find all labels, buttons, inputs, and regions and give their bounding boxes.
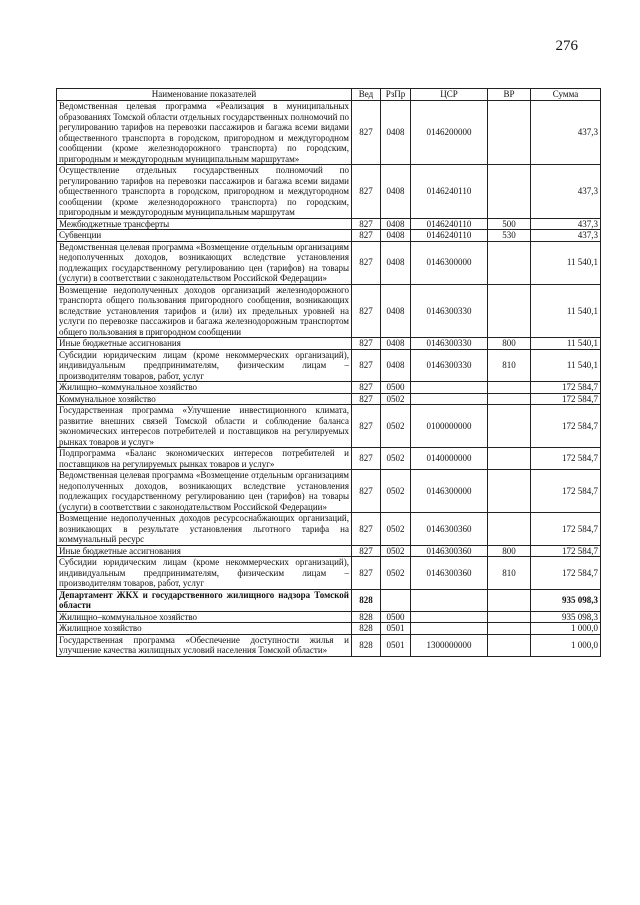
cell-name: Жилищное хозяйство — [57, 623, 352, 635]
cell-vr: 810 — [488, 349, 531, 382]
cell-sum: 935 098,3 — [531, 589, 601, 611]
cell-ved: 827 — [352, 284, 381, 338]
cell-csr: 0146300000 — [411, 241, 488, 284]
table-row — [57, 557, 601, 590]
cell-rzpr: 0502 — [381, 470, 411, 513]
cell-ved: 828 — [352, 611, 381, 623]
cell-sum: 11 540,1 — [531, 284, 601, 338]
cell-ved: 828 — [352, 634, 381, 656]
table-row — [57, 338, 601, 350]
header-csr: ЦСР — [411, 89, 488, 101]
cell-ved: 827 — [352, 393, 381, 405]
cell-vr — [488, 165, 531, 219]
cell-vr — [488, 393, 531, 405]
table-row — [57, 405, 601, 448]
table-row — [57, 241, 601, 284]
cell-sum: 172 584,7 — [531, 448, 601, 470]
cell-vr — [488, 101, 531, 165]
table-row — [57, 393, 601, 405]
cell-name: Подпрограмма «Баланс экономических интересов потребителей и поставщиков на регулируемых рынках товаров и услуг» — [57, 448, 352, 470]
table-row — [57, 545, 601, 557]
cell-csr: 0146200000 — [411, 101, 488, 165]
cell-csr: 0146300360 — [411, 557, 488, 590]
cell-ved: 828 — [352, 623, 381, 635]
cell-name: Государственная программа «Улучшение инвестиционного климата, развитие внешних связей Томской области и соблюдение баланса экономических интересов потребителей и поставщиков на регулируемых рынках товаров и услуг» — [57, 405, 352, 448]
cell-ved: 827 — [352, 557, 381, 590]
table-row — [57, 448, 601, 470]
cell-csr: 0140000000 — [411, 448, 488, 470]
cell-ved: 827 — [352, 165, 381, 219]
cell-ved: 827 — [352, 545, 381, 557]
cell-sum: 172 584,7 — [531, 382, 601, 394]
cell-csr: 1300000000 — [411, 634, 488, 656]
cell-rzpr: 0408 — [381, 218, 411, 230]
cell-vr: 800 — [488, 338, 531, 350]
cell-vr — [488, 589, 531, 611]
cell-csr: 0146300330 — [411, 349, 488, 382]
cell-rzpr: 0502 — [381, 405, 411, 448]
cell-vr — [488, 241, 531, 284]
cell-sum: 172 584,7 — [531, 513, 601, 546]
cell-sum: 437,3 — [531, 101, 601, 165]
cell-rzpr: 0501 — [381, 634, 411, 656]
table-body — [57, 101, 601, 657]
cell-name: Субсидии юридическим лицам (кроме некоммерческих организаций), индивидуальным предпринимателям, физическим лицам – производителям товаров, работ, услуг — [57, 557, 352, 590]
cell-ved: 827 — [352, 338, 381, 350]
cell-ved: 827 — [352, 101, 381, 165]
cell-rzpr: 0502 — [381, 557, 411, 590]
cell-name: Возмещение недополученных доходов организаций железнодорожного транспорта общего пользования пригородного сообщения, возникающих вследствие установления тарифов и (или) их предельных уровней на услуги по перевозке пассажиров и багажа железнодорожным транспортом общего пользования в пригородном сообщении — [57, 284, 352, 338]
cell-vr — [488, 448, 531, 470]
cell-vr: 810 — [488, 557, 531, 590]
cell-csr: 0146300330 — [411, 338, 488, 350]
cell-name: Субвенции — [57, 230, 352, 242]
table-row — [57, 623, 601, 635]
cell-ved: 827 — [352, 230, 381, 242]
table-row — [57, 470, 601, 513]
table-row — [57, 513, 601, 546]
table-row — [57, 349, 601, 382]
cell-rzpr: 0408 — [381, 165, 411, 219]
cell-name: Ведомственная целевая программа «Возмещение отдельным организациям недополученных доходов, возникающих вследствие установления подлежащих государственному регулированию цен (тарифов) на товары (услуги) в соответствии с законодательством Российской Федерации» — [57, 470, 352, 513]
cell-ved: 827 — [352, 470, 381, 513]
cell-csr: 0146300000 — [411, 470, 488, 513]
table-header-row — [57, 89, 601, 101]
cell-name: Департамент ЖКХ и государственного жилищного надзора Томской области — [57, 589, 352, 611]
cell-sum: 172 584,7 — [531, 545, 601, 557]
cell-name: Жилищно–коммунальное хозяйство — [57, 382, 352, 394]
cell-vr — [488, 623, 531, 635]
cell-sum: 11 540,1 — [531, 241, 601, 284]
cell-ved: 827 — [352, 448, 381, 470]
cell-vr — [488, 611, 531, 623]
cell-csr: 0146240110 — [411, 230, 488, 242]
cell-sum: 172 584,7 — [531, 470, 601, 513]
cell-sum: 1 000,0 — [531, 623, 601, 635]
cell-ved: 827 — [352, 218, 381, 230]
table-row — [57, 101, 601, 165]
cell-ved: 827 — [352, 241, 381, 284]
cell-csr: 0146300360 — [411, 545, 488, 557]
cell-rzpr: 0500 — [381, 611, 411, 623]
cell-sum: 172 584,7 — [531, 393, 601, 405]
page-number: 276 — [555, 38, 578, 54]
cell-name: Ведомственная целевая программа «Возмещение отдельным организациям недополученных доходов, возникающих вследствие установления подлежащих государственному регулированию цен (тарифов) на товары (услуги) в соответствии с законодательством Российской Федерации» — [57, 241, 352, 284]
cell-rzpr: 0408 — [381, 101, 411, 165]
header-ved: Вед — [352, 89, 381, 101]
cell-vr — [488, 634, 531, 656]
cell-rzpr: 0502 — [381, 448, 411, 470]
cell-csr — [411, 611, 488, 623]
table-row — [57, 589, 601, 611]
cell-rzpr: 0408 — [381, 349, 411, 382]
cell-name: Субсидии юридическим лицам (кроме некоммерческих организаций), индивидуальным предпринимателям, физическим лицам – производителям товаров, работ, услуг — [57, 349, 352, 382]
header-vr: ВР — [488, 89, 531, 101]
table-row — [57, 230, 601, 242]
cell-rzpr: 0500 — [381, 382, 411, 394]
cell-rzpr — [381, 589, 411, 611]
cell-name: Иные бюджетные ассигнования — [57, 545, 352, 557]
table-row — [57, 382, 601, 394]
cell-vr — [488, 513, 531, 546]
cell-rzpr: 0408 — [381, 230, 411, 242]
cell-sum: 11 540,1 — [531, 349, 601, 382]
cell-ved: 828 — [352, 589, 381, 611]
header-sum: Сумма — [531, 89, 601, 101]
header-name: Наименование показателей — [57, 89, 352, 101]
cell-name: Ведомственная целевая программа «Реализация в муниципальных образованиях Томской области отдельных государственных полномочий по регулированию тарифов на перевозки пассажиров и багажа всеми видами общественного транспорта в городском, пригородном и междугородном сообщении (кроме железнодорожного транспорта) по городским, пригородным и междугородным муниципальным маршрутам» — [57, 101, 352, 165]
cell-sum: 172 584,7 — [531, 405, 601, 448]
cell-name: Межбюджетные трансферты — [57, 218, 352, 230]
cell-name: Иные бюджетные ассигнования — [57, 338, 352, 350]
table-row — [57, 284, 601, 338]
cell-rzpr: 0501 — [381, 623, 411, 635]
cell-sum: 935 098,3 — [531, 611, 601, 623]
cell-csr — [411, 393, 488, 405]
cell-vr: 530 — [488, 230, 531, 242]
cell-vr — [488, 382, 531, 394]
cell-name: Государственная программа «Обеспечение доступности жилья и улучшение качества жилищных условий населения Томской области» — [57, 634, 352, 656]
cell-sum: 1 000,0 — [531, 634, 601, 656]
cell-rzpr: 0502 — [381, 393, 411, 405]
header-rzpr: РзПр — [381, 89, 411, 101]
cell-name: Осуществление отдельных государственных полномочий по регулированию тарифов на перевозки пассажиров и багажа всеми видами общественного транспорта в городском, пригородном и междугородном сообщении (кроме железнодорожного транспорта) по городским, пригородным и междугородным муниципальным маршрутам — [57, 165, 352, 219]
cell-rzpr: 0502 — [381, 513, 411, 546]
table-row — [57, 218, 601, 230]
cell-ved: 827 — [352, 405, 381, 448]
cell-rzpr: 0408 — [381, 338, 411, 350]
cell-rzpr: 0502 — [381, 545, 411, 557]
cell-vr: 500 — [488, 218, 531, 230]
cell-vr — [488, 284, 531, 338]
cell-vr — [488, 470, 531, 513]
table-row — [57, 165, 601, 219]
cell-rzpr: 0408 — [381, 241, 411, 284]
cell-sum: 437,3 — [531, 165, 601, 219]
cell-vr — [488, 405, 531, 448]
table-row — [57, 611, 601, 623]
cell-ved: 827 — [352, 382, 381, 394]
cell-ved: 827 — [352, 349, 381, 382]
cell-csr — [411, 623, 488, 635]
cell-csr: 0146300330 — [411, 284, 488, 338]
cell-csr — [411, 382, 488, 394]
cell-csr — [411, 589, 488, 611]
cell-sum: 172 584,7 — [531, 557, 601, 590]
cell-name: Жилищно–коммунальное хозяйство — [57, 611, 352, 623]
table-row — [57, 634, 601, 656]
cell-sum: 11 540,1 — [531, 338, 601, 350]
cell-csr: 0100000000 — [411, 405, 488, 448]
cell-vr: 800 — [488, 545, 531, 557]
cell-ved: 827 — [352, 513, 381, 546]
cell-csr: 0146240110 — [411, 218, 488, 230]
cell-name: Возмещение недополученных доходов ресурсоснабжающих организаций, возникающих в результате установления льготного тарифа на коммунальный ресурс — [57, 513, 352, 546]
cell-csr: 0146240110 — [411, 165, 488, 219]
cell-rzpr: 0408 — [381, 284, 411, 338]
cell-name: Коммунальное хозяйство — [57, 393, 352, 405]
cell-sum: 437,3 — [531, 230, 601, 242]
budget-table — [56, 88, 601, 657]
cell-sum: 437,3 — [531, 218, 601, 230]
cell-csr: 0146300360 — [411, 513, 488, 546]
